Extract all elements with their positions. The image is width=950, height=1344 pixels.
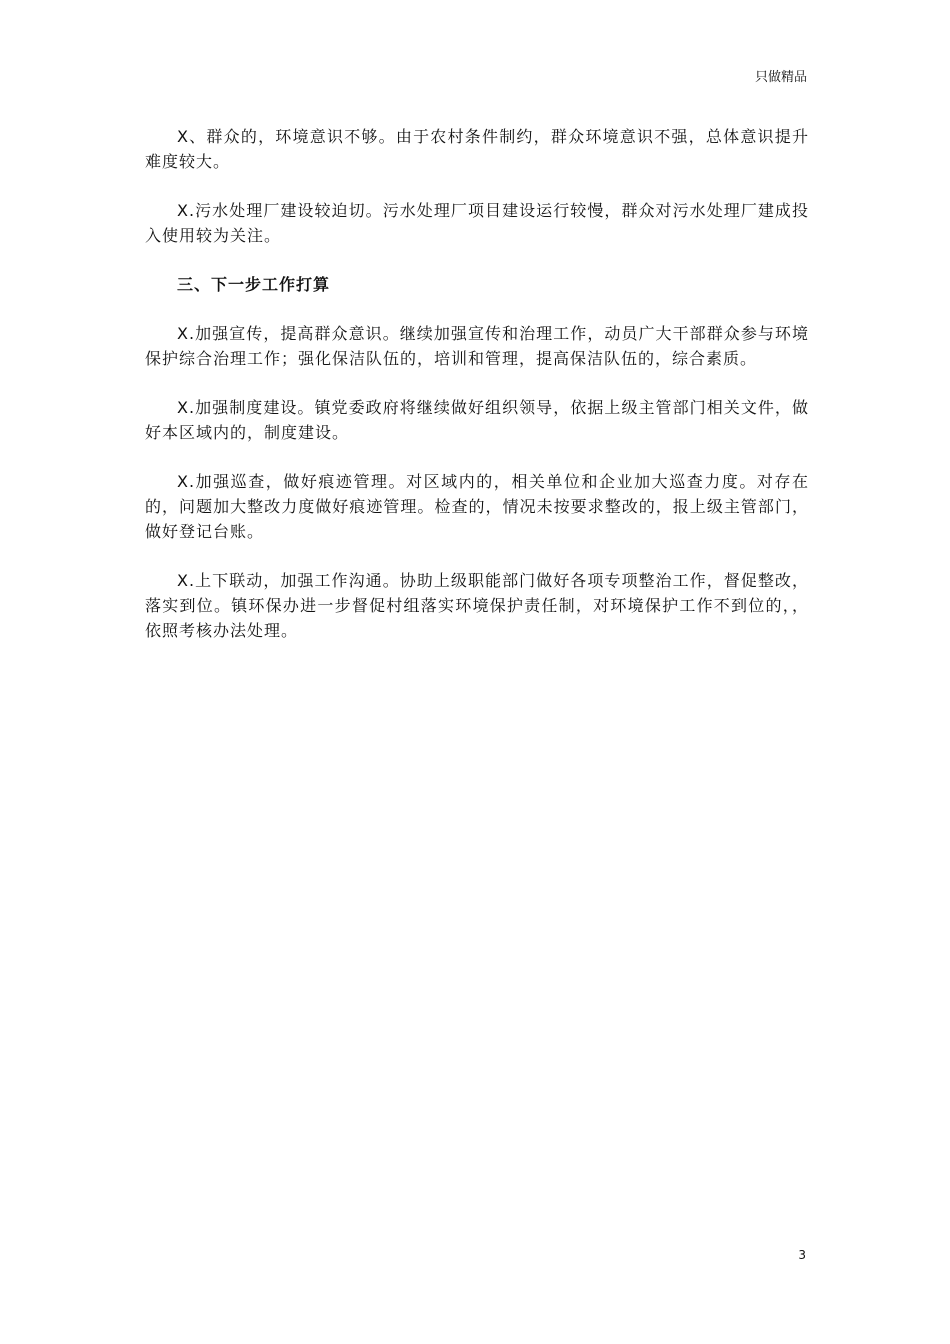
paragraph: X.上下联动，加强工作沟通。协助上级职能部门做好各项专项整治工作，督促整改，落实到位。镇环保办进一步督促村组落实环境保护责任制，对环境保护工作不到位的，，依照考核办法处理。 bbox=[145, 571, 809, 640]
paragraph: X.加强制度建设。镇党委政府将继续做好组织领导，依据上级主管部门相关文件，做好本区域内的，制度建设。 bbox=[145, 398, 809, 442]
header-tag: 只做精品 bbox=[754, 70, 807, 85]
paragraph: X.污水处理厂建设较迫切。污水处理厂项目建设运行较慢，群众对污水处理厂建成投入使用较为关注。 bbox=[145, 201, 809, 245]
document-body bbox=[145, 124, 809, 667]
page-number: 3 bbox=[798, 1248, 806, 1262]
paragraph: X.加强巡查，做好痕迹管理。对区域内的，相关单位和企业加大巡查力度。对存在的，问题加大整改力度做好痕迹管理。检查的，情况未按要求整改的，报上级主管部门，做好登记台账。 bbox=[145, 472, 809, 541]
paragraph: X、群众的，环境意识不够。由于农村条件制约，群众环境意识不强，总体意识提升难度较大。 bbox=[145, 127, 809, 171]
section-heading: 三、下一步工作打算 bbox=[177, 275, 331, 294]
paragraph: X.加强宣传，提高群众意识。继续加强宣传和治理工作，动员广大干部群众参与环境保护综合治理工作；强化保洁队伍的，培训和管理，提高保洁队伍的，综合素质。 bbox=[145, 324, 809, 368]
